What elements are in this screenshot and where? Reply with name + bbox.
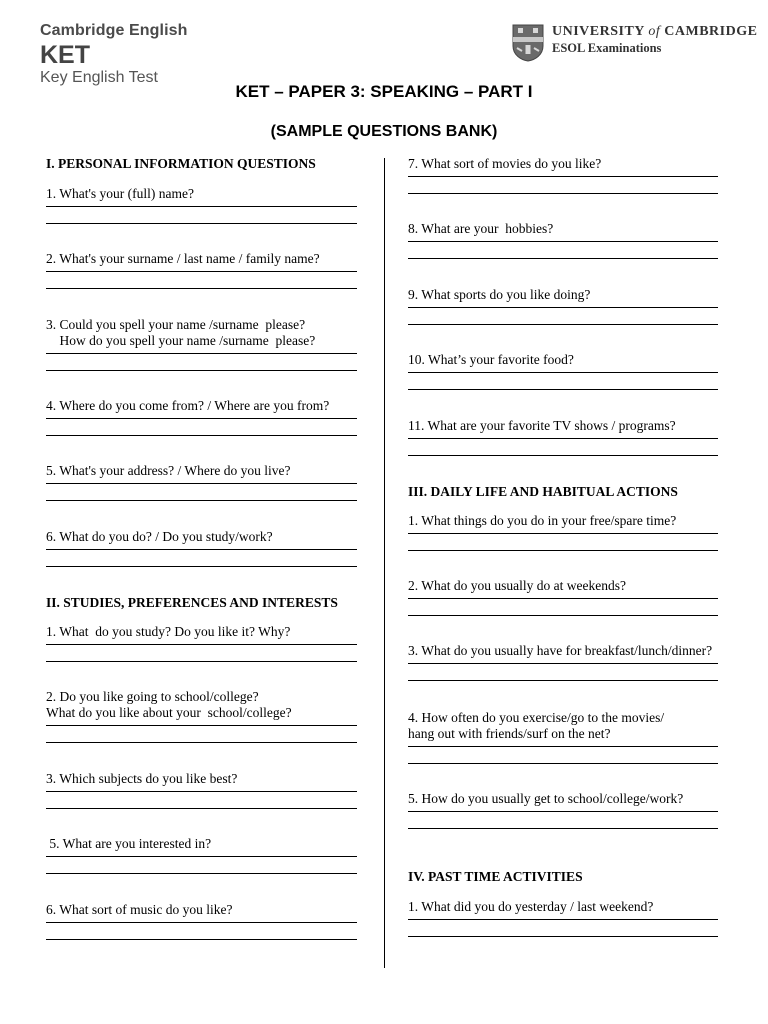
question-text: 2. What's your surname / last name / family name? xyxy=(46,251,320,266)
question-text: 5. What are you interested in? xyxy=(46,836,212,851)
answer-line[interactable] xyxy=(408,663,718,664)
answer-line[interactable] xyxy=(408,919,718,920)
page-subtitle: (SAMPLE QUESTIONS BANK) xyxy=(270,123,498,140)
answer-line[interactable] xyxy=(46,873,357,874)
answer-line[interactable] xyxy=(408,598,718,599)
question-text: 4. How often do you exercise/go to the movies/ hang out with friends/surf on the net? xyxy=(408,710,665,741)
question-text: 1. What things do you do in your free/spare time? xyxy=(408,513,677,528)
question-text: 3. Which subjects do you like best? xyxy=(46,771,238,786)
answer-line[interactable] xyxy=(46,742,357,743)
esol-examinations-label: ESOL Examinations xyxy=(552,41,662,55)
question-text: 5. How do you usually get to school/college/work? xyxy=(408,791,684,806)
answer-line[interactable] xyxy=(46,922,357,923)
answer-line[interactable] xyxy=(46,939,357,940)
answer-line[interactable] xyxy=(408,615,718,616)
question-text: 3. Could you spell your name /surname please? How do you spell your name /surname please? xyxy=(46,317,316,348)
answer-line[interactable] xyxy=(46,288,357,289)
answer-line[interactable] xyxy=(46,370,357,371)
section-heading: I. PERSONAL INFORMATION QUESTIONS xyxy=(46,156,316,171)
answer-line[interactable] xyxy=(408,680,718,681)
answer-line[interactable] xyxy=(46,353,357,354)
question-text: 1. What's your (full) name? xyxy=(46,186,195,201)
column-divider xyxy=(384,158,385,968)
question-text: 2. Do you like going to school/college? What do you like about your school/college? xyxy=(46,689,292,720)
page-title: KET – PAPER 3: SPEAKING – PART I xyxy=(235,82,533,101)
question-text: 1. What did you do yesterday / last weekend? xyxy=(408,899,654,914)
section-heading: III. DAILY LIFE AND HABITUAL ACTIONS xyxy=(408,484,678,499)
question-text: 6. What do you do? / Do you study/work? xyxy=(46,529,273,544)
question-text: 5. What's your address? / Where do you live? xyxy=(46,463,291,478)
question-text: 1. What do you study? Do you like it? Why? xyxy=(46,624,291,639)
answer-line[interactable] xyxy=(408,307,718,308)
cambridge-english-ket-logo xyxy=(40,22,188,87)
question-text: 11. What are your favorite TV shows / programs? xyxy=(408,418,676,433)
answer-line[interactable] xyxy=(408,828,718,829)
question-text: 10. What’s your favorite food? xyxy=(408,352,574,367)
answer-line[interactable] xyxy=(408,455,718,456)
answer-line[interactable] xyxy=(46,725,357,726)
answer-line[interactable] xyxy=(408,324,718,325)
question-text: 9. What sports do you like doing? xyxy=(408,287,591,302)
answer-line[interactable] xyxy=(46,549,357,550)
answer-line[interactable] xyxy=(46,271,357,272)
answer-line[interactable] xyxy=(408,372,718,373)
answer-line[interactable] xyxy=(408,389,718,390)
answer-line[interactable] xyxy=(46,808,357,809)
answer-line[interactable] xyxy=(46,644,357,645)
university-of-cambridge-logo xyxy=(512,24,757,62)
answer-line[interactable] xyxy=(408,533,718,534)
answer-line[interactable] xyxy=(46,500,357,501)
answer-line[interactable] xyxy=(408,763,718,764)
answer-line[interactable] xyxy=(408,746,718,747)
logo-line-1: Cambridge English xyxy=(40,22,188,39)
answer-line[interactable] xyxy=(46,418,357,419)
question-text: 3. What do you usually have for breakfast/lunch/dinner? xyxy=(408,643,713,658)
question-text: 2. What do you usually do at weekends? xyxy=(408,578,626,593)
answer-line[interactable] xyxy=(408,811,718,812)
answer-line[interactable] xyxy=(46,566,357,567)
answer-line[interactable] xyxy=(408,176,718,177)
question-text: 8. What are your hobbies? xyxy=(408,221,554,236)
answer-line[interactable] xyxy=(46,483,357,484)
answer-line[interactable] xyxy=(46,856,357,857)
cambridge-shield-icon xyxy=(512,24,544,62)
answer-line[interactable] xyxy=(46,206,357,207)
answer-line[interactable] xyxy=(408,241,718,242)
answer-line[interactable] xyxy=(46,791,357,792)
answer-line[interactable] xyxy=(408,258,718,259)
section-heading: II. STUDIES, PREFERENCES AND INTERESTS xyxy=(46,595,338,610)
section-heading: IV. PAST TIME ACTIVITIES xyxy=(408,869,583,884)
logo-line-3: Key English Test xyxy=(40,69,158,86)
answer-line[interactable] xyxy=(408,936,718,937)
answer-line[interactable] xyxy=(46,661,357,662)
answer-line[interactable] xyxy=(408,550,718,551)
university-name: UNIVERSITY of CAMBRIDGE xyxy=(552,24,758,39)
logo-line-2: KET xyxy=(40,41,90,69)
answer-line[interactable] xyxy=(408,193,718,194)
answer-line[interactable] xyxy=(46,435,357,436)
question-text: 6. What sort of music do you like? xyxy=(46,902,233,917)
answer-line[interactable] xyxy=(408,438,718,439)
question-text: 7. What sort of movies do you like? xyxy=(408,156,602,171)
question-text: 4. Where do you come from? / Where are you from? xyxy=(46,398,330,413)
answer-line[interactable] xyxy=(46,223,357,224)
